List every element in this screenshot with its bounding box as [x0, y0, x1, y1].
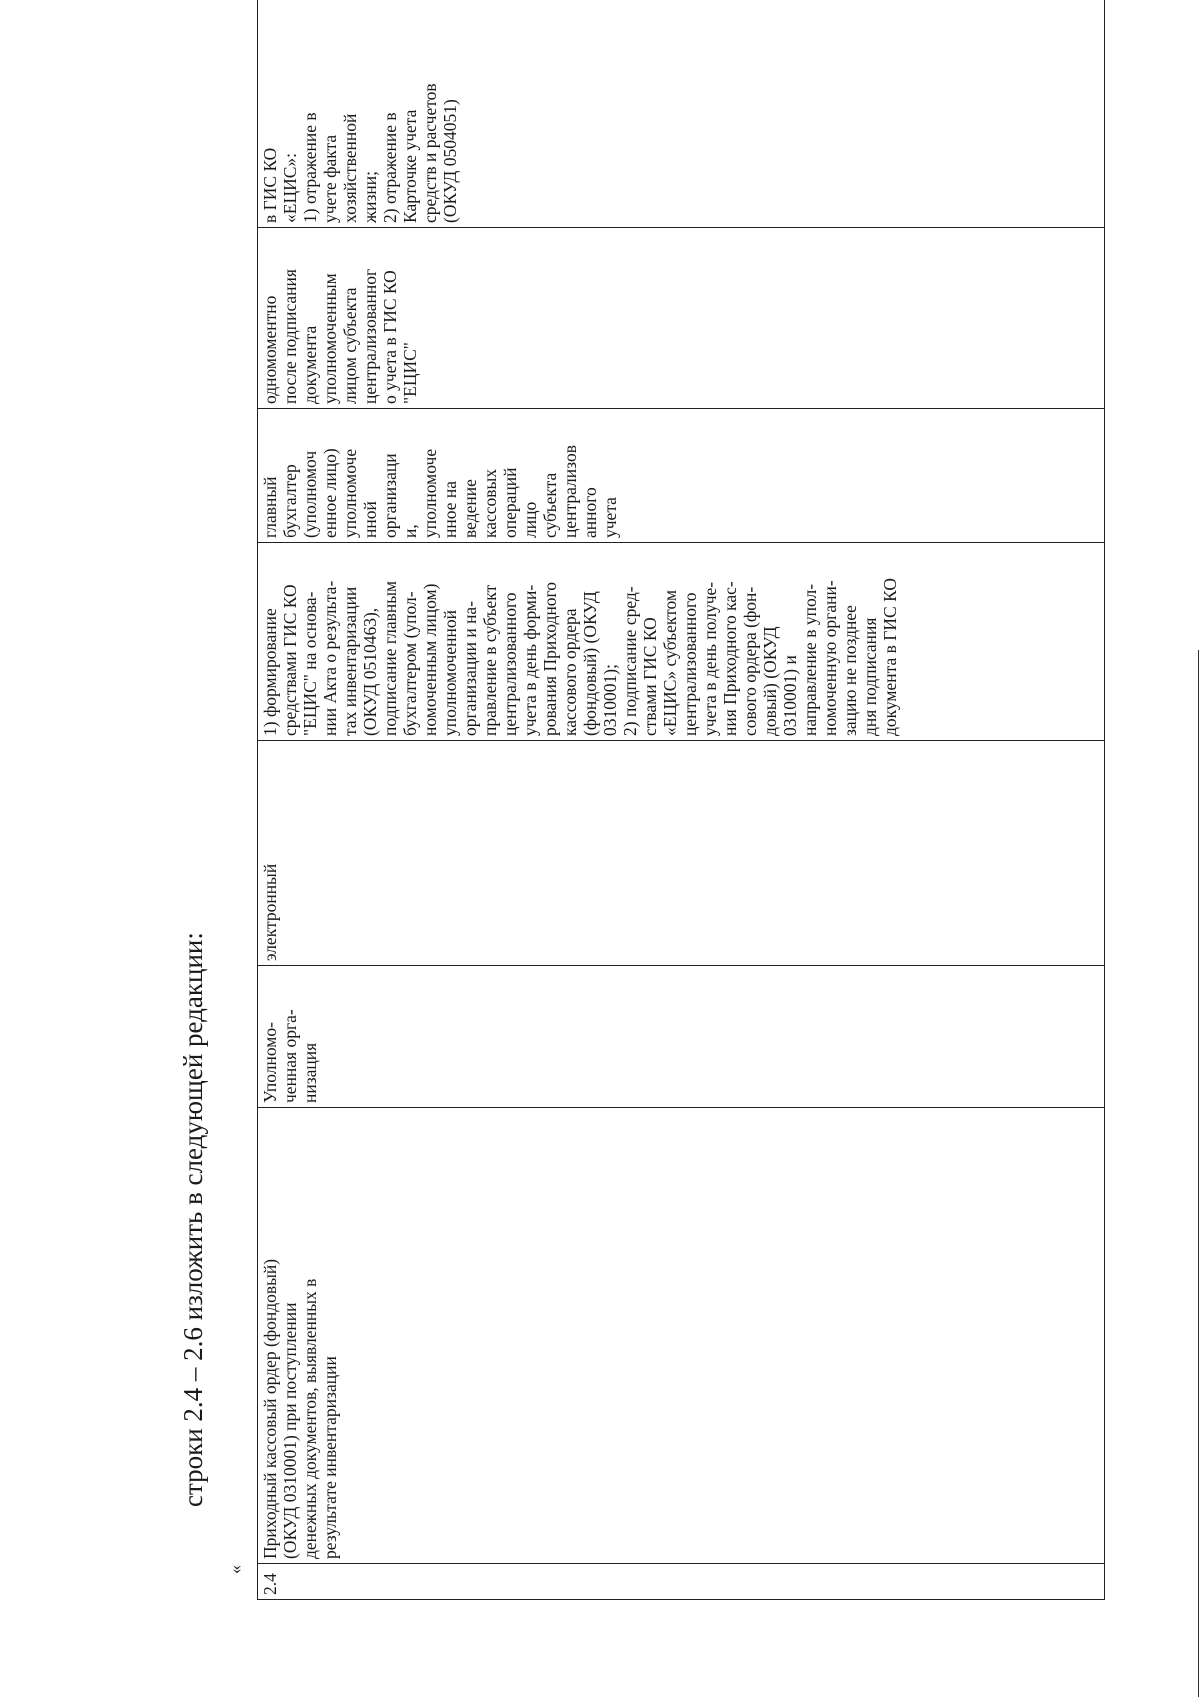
signer-cell: главный бухгалтер (уполномоч енное лицо) уполномоче нной организаци и, уполномоче нное на ведение кассовых операций лицо субъекта централизов анного учета — [258, 409, 1105, 543]
opening-quote: « — [225, 1565, 245, 1574]
document-name-cell: Приходный кассовый ордер (фондовый) (ОКУД 0310001) при поступлении денежных документов, выявленных в результате инвентаризации — [258, 1108, 1105, 1564]
action-cell: в ГИС КО «ЕЦИС»: 1) отражение в учете факта хозяйственной жизни; 2) отражение в Карточке учета средств и расчетов (ОКУД 0504051) — [258, 0, 1105, 228]
responsible-cell: Уполномо- ченная орга- низация — [258, 966, 1105, 1108]
document-table — [257, 0, 1105, 1600]
section-heading: строки 2.4 – 2.6 изложить в следующей редакции: — [178, 932, 208, 1507]
table-row — [258, 0, 1105, 1600]
format-cell: электронный — [258, 741, 1105, 966]
deadline-cell: одномоментно после подписания документа уполномоченным лицом субъекта централизованног о учета в ГИС КО "ЕЦИС" — [258, 228, 1105, 409]
row-number-cell: 2.4 — [260, 1573, 280, 1595]
procedure-cell: 1) формирование средствами ГИС КО "ЕЦИС" на основа- нии Акта о результа- тах инвентаризации (ОКУД 0510463), подписание главным бухгалтером (упол- номоченным лицом) уполномоченной организации и на- правление в субъект централизованного учета в день форми- рования Приходного кассового ордера (фондовый) (ОКУД 0310001); 2) подписание сред- ствами ГИС КО «ЕЦИС» субъектом централизованного учета в день получе- ния Приходного кас- сового ордера (фон- довый) (ОКУД 0310001) и направление в упол- номоченную органи- зацию не позднее дня подписания документа в ГИС КО — [258, 543, 1105, 741]
